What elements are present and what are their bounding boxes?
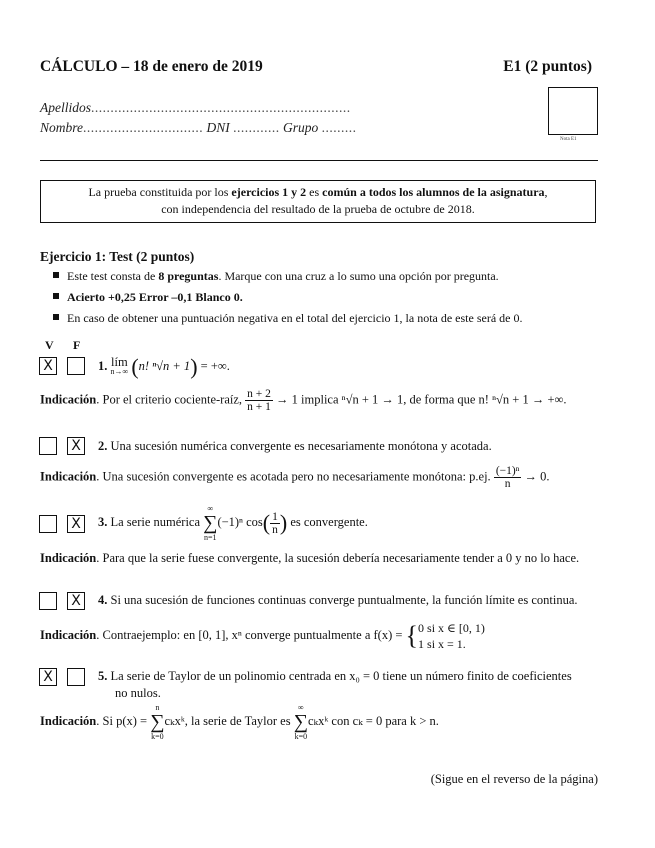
hint-label: Indicación (40, 469, 97, 484)
bullet-square-icon (53, 272, 59, 278)
q1-hint: Indicación. Por el criterio cociente-raíz, $\frac{n + 2}{n + 1}$ → 1 implica ⁿ√n + 1 → 1, de forma que n! ⁿ√n + 1 → +∞. (40, 388, 567, 413)
q5-statement: 5. La serie de Taylor de un polinomio centrada en x₀ = 0 tiene un número finito de coeficientes (98, 669, 572, 683)
column-f-label: F (73, 338, 81, 352)
grupo-dots[interactable]: ......... (321, 120, 357, 135)
q1-f-checkbox[interactable] (67, 357, 85, 375)
q3-statement: 3. La serie numérica ∞ ∑ n=1 (−1)ⁿ cos( $\frac{1}{n}$ ) es convergente. (98, 504, 368, 542)
bullet-square-icon (53, 293, 59, 299)
apellidos-dots: ................................................................... (91, 100, 351, 115)
header-divider (40, 160, 598, 161)
bullet-square-icon (53, 314, 59, 320)
dni-label: DNI (206, 120, 230, 135)
bullet-2: Acierto +0,25 Error –0,1 Blanco 0. (53, 290, 243, 305)
name-dni-group-line (40, 120, 357, 136)
q1-statement: 1. lím n→∞ (n! ⁿ√n + 1) = +∞. (98, 354, 230, 379)
q1-v-checkbox[interactable]: X (39, 357, 57, 375)
dni-dots[interactable]: ............ (233, 120, 280, 135)
hint-label: Indicación (40, 551, 97, 565)
hint-label: Indicación (40, 627, 97, 642)
q5-f-checkbox[interactable] (67, 668, 85, 686)
q5-v-checkbox[interactable]: X (39, 668, 57, 686)
q3-hint: Indicación. Para que la serie fuese convergente, la sucesión debería necesariamente tender a 0 y no lo hace. (40, 551, 580, 565)
bullet-3: En caso de obtener una puntuación negativa en el total del ejercicio 1, la nota de este será de 0. (53, 311, 522, 326)
apellidos-label: Apellidos (40, 100, 91, 115)
grupo-label: Grupo (283, 120, 319, 135)
q3-f-checkbox[interactable]: X (67, 515, 85, 533)
notice-line-2: con independencia del resultado de la prueba de octubre de 2018. (161, 202, 475, 216)
bullet-1: Este test consta de 8 preguntas. Marque con una cruz a lo sumo una opción por pregunta. (53, 269, 499, 284)
q4-hint: Indicación. Contraejemplo: en [0, 1], xⁿ converge puntualmente a f(x) = { 0 si x ∈ [0, 1) 1 si x = 1. (40, 621, 485, 651)
hint-label: Indicación (40, 713, 97, 728)
column-v-label: V (45, 338, 54, 352)
q4-statement: 4. Si una sucesión de funciones continuas converge puntualmente, la función límite es continua. (98, 593, 578, 607)
grade-box[interactable] (548, 87, 598, 135)
q2-v-checkbox[interactable] (39, 437, 57, 455)
nombre-label: Nombre (40, 120, 83, 135)
q4-v-checkbox[interactable] (39, 592, 57, 610)
q5-hint: Indicación. Si p(x) = n ∑ k=0 cₖxᵏ, la serie de Taylor es ∞ ∑ k=0 cₖxᵏ con cₖ = 0 para k > n. (40, 703, 439, 741)
q2-hint: Indicación. Una sucesión convergente es acotada pero no necesariamente monótona: p.ej. $\frac{\text{(−1)ⁿ}}{n}$ → 0. (40, 465, 550, 490)
hint-label: Indicación (40, 392, 97, 407)
notice-line-1: La prueba constituida por los ejercicios 1 y 2 es común a todos los alumnos de la asignatura, (88, 185, 548, 199)
q4-f-checkbox[interactable]: X (67, 592, 85, 610)
apellidos-field[interactable] (40, 100, 351, 116)
q2-f-checkbox[interactable]: X (67, 437, 85, 455)
nombre-dots[interactable]: ............................... (83, 120, 204, 135)
q2-statement: 2. Una sucesión numérica convergente es necesariamente monótona y acotada. (98, 439, 492, 453)
q5-statement-line-2: no nulos. (115, 686, 161, 700)
exam-badge: E1 (2 puntos) (503, 58, 592, 75)
page-footer: (Sigue en el reverso de la página) (430, 772, 598, 786)
grade-box-label: Nota E1 (560, 137, 577, 142)
exercise-heading: Ejercicio 1: Test (2 puntos) (40, 249, 195, 264)
notice-box (40, 180, 596, 223)
q3-v-checkbox[interactable] (39, 515, 57, 533)
exam-title: CÁLCULO – 18 de enero de 2019 (40, 58, 263, 75)
